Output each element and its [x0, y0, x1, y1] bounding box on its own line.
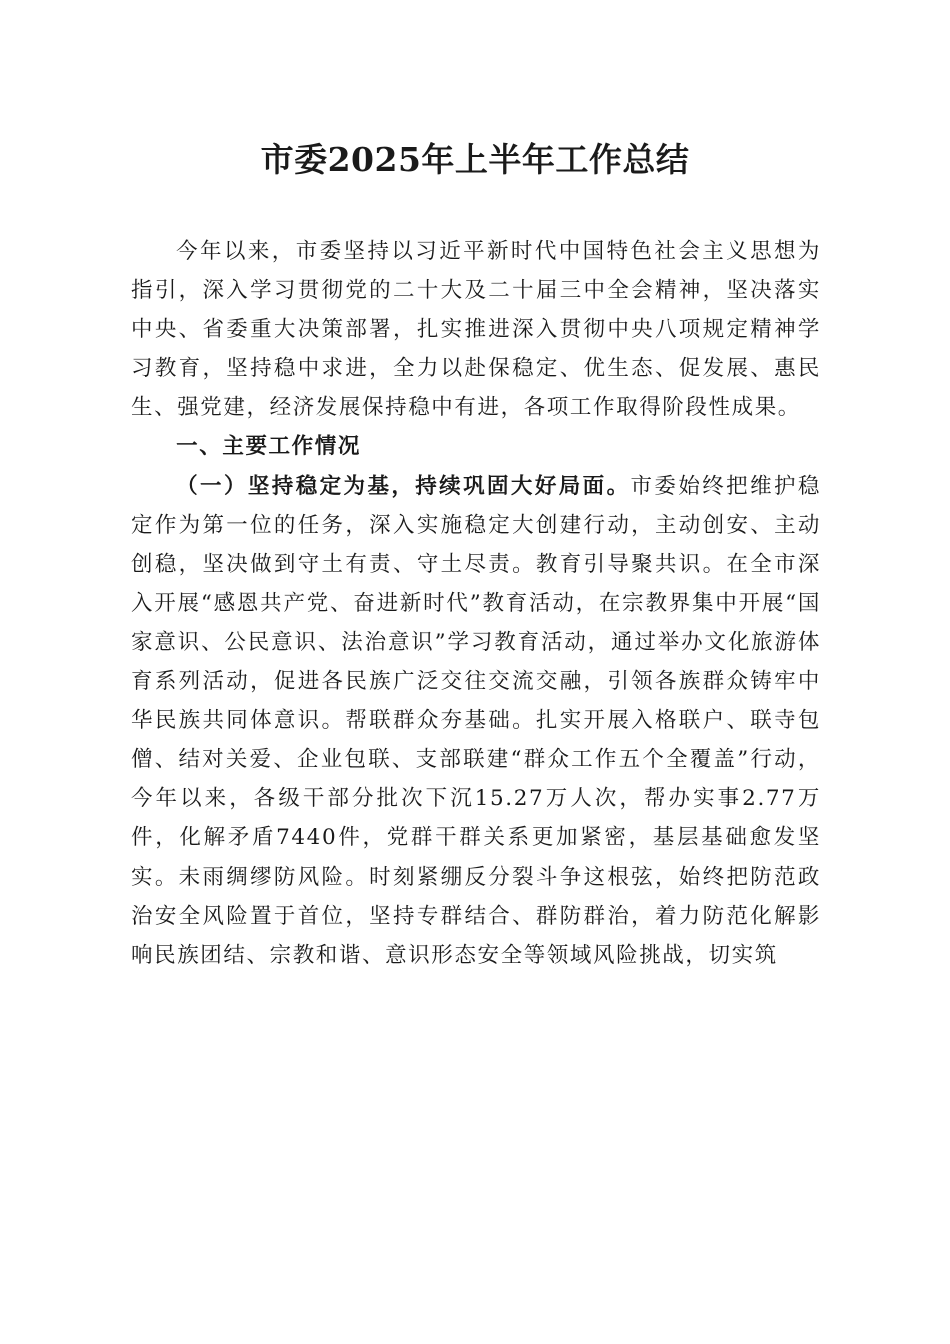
item-heading: （一）坚持稳定为基，持续巩固大好局面。: [176, 473, 631, 499]
section-heading: 一、主要工作情况: [176, 434, 361, 460]
document-title: 市委2025年上半年工作总结: [260, 140, 690, 179]
intro-paragraph: 今年以来，市委坚持以习近平新时代中国特色社会主义思想为指引，深入学习贯彻党的二十大及二十届三中全会精神，坚决落实中央、省委重大决策部署，扎实推进深入贯彻中央八项规定精神学习教育，坚持稳中求进，全力以赴保稳定、优生态、促发展、惠民生、强党建，经济发展保持稳中有进，各项工作取得阶段性成果。: [131, 239, 821, 421]
item-text: 市委始终把维护稳定作为第一位的任务，深入实施稳定大创建行动，主动创安、主动创稳，坚决做到守土有责、守土尽责。教育引导聚共识。在全市深入开展“感恩共产党、奋进新时代”教育活动，在宗教界集中开展“国家意识、公民意识、法治意识”学习教育活动，通过举办文化旅游体育系列活动，促进各民族广泛交往交流交融，引领各族群众铸牢中华民族共同体意识。帮联群众夯基础。扎实开展入格联户、联寺包僧、结对关爱、企业包联、支部联建“群众工作五个全覆盖”行动，今年以来，各级干部分批次下沉15.27万人次，帮办实事2.77万件，化解矛盾7440件，党群干群关系更加紧密，基层基础愈发坚实。未雨绸缪防风险。时刻紧绷反分裂斗争这根弦，始终把防范政治安全风险置于首位，坚持专群结合、群防群治，着力防范化解影响民族团结、宗教和谐、意识形态安全等领域风险挑战，切实筑: [131, 473, 821, 968]
section-paragraph: [131, 467, 821, 975]
document-body: [131, 232, 821, 975]
